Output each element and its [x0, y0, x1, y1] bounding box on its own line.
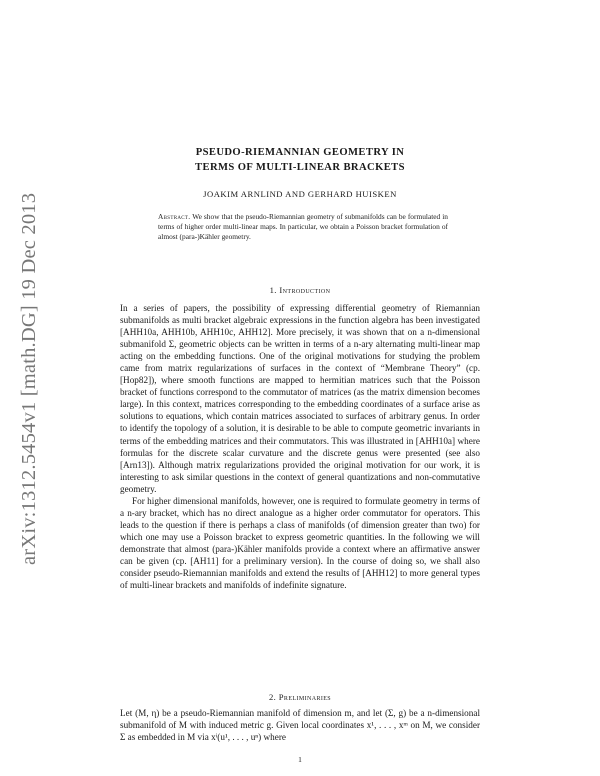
title-line-1: PSEUDO-RIEMANNIAN GEOMETRY IN [195, 147, 405, 158]
abstract [158, 212, 448, 242]
section-heading-preliminaries: 2. Preliminaries [268, 692, 332, 702]
arxiv-identifier: arXiv:1312.5454v1 [math.DG] 19 Dec 2013 [18, 192, 40, 565]
paper-title [150, 145, 450, 175]
abstract-label: Abstract. [158, 212, 191, 221]
preliminaries-body [120, 707, 480, 743]
introduction-body [120, 302, 480, 591]
intro-paragraph-1: In a series of papers, the possibility of expressing differential geometry of Riemannian submanifolds as multi bracket algebraic expressions in the function algebra has been investigated [AHH10a, AHH10b, AHH10c, AHH12]. More precisely, it was shown that on a n-dimensional submanifold Σ, geometric objects can be written in terms of a n-ary alternating multi-linear map acting on the embedding functions. One of the original motivations for studying the problem came from matrix regularizations of surfaces in the context of “Membrane Theory” (cp. [Hop82]), where smooth functions are mapped to hermitian matrices such that the Poisson bracket of functions correspond to the commutator of matrices (as the matrix dimension becomes large). In this context, matrices corresponding to the embedding coordinates of a surface arise as solutions to equations, which contain matrices associated to surfaces of arbitrary genus. In order to identify the topology of a solution, it is desirable to be able to compute geometric invariants in terms of the embedding matrices and their commutators. This was illustrated in [AHH10a] where formulas for the discrete scalar curvature and the discrete genus were presented (see also [Arn13]). Although matrix regularizations provided the original motivation for our work, it is interesting to ask similar questions in the context of general quantizations and non-commutative geometry. [120, 303, 480, 494]
prelim-paragraph-1: Let (M, η) be a pseudo-Riemannian manifold of dimension m, and let (Σ, g) be a n-dimensional submanifold of M with induced metric g. Given local coordinates x¹, . . . , xᵐ on M, we consider Σ as embedded in M via xⁱ(u¹, . . . , uⁿ) where [120, 708, 480, 743]
intro-paragraph-2: For higher dimensional manifolds, however, one is required to formulate geometry in terms of a n-ary bracket, which has no direct analogue as a higher order commutator for operators. This leads to the question if there is perhaps a class of manifolds (of dimension greater than two) for which one may use a Poisson bracket to express geometric quantities. In the following we will demonstrate that almost (para-)Kähler manifolds provide a context where an affirmative answer can be given (cp. [AH11] for a preliminary version). In the course of doing so, we shall also consider pseudo-Riemannian manifolds and extend the results of [AHH12] to more general types of multi-linear brackets and manifolds of indefinite signature. [120, 495, 480, 591]
paper-authors: JOAKIM ARNLIND AND GERHARD HUISKEN [203, 189, 397, 199]
abstract-text: We show that the pseudo-Riemannian geometry of submanifolds can be formulated in terms of higher order multi-linear maps. In particular, we obtain a Poisson bracket formulation of almost (para-)Kähler geometry. [158, 212, 448, 241]
section-heading-introduction: 1. Introduction [269, 285, 331, 295]
title-line-2: TERMS OF MULTI-LINEAR BRACKETS [195, 162, 405, 173]
page-number: 1 [298, 755, 302, 764]
